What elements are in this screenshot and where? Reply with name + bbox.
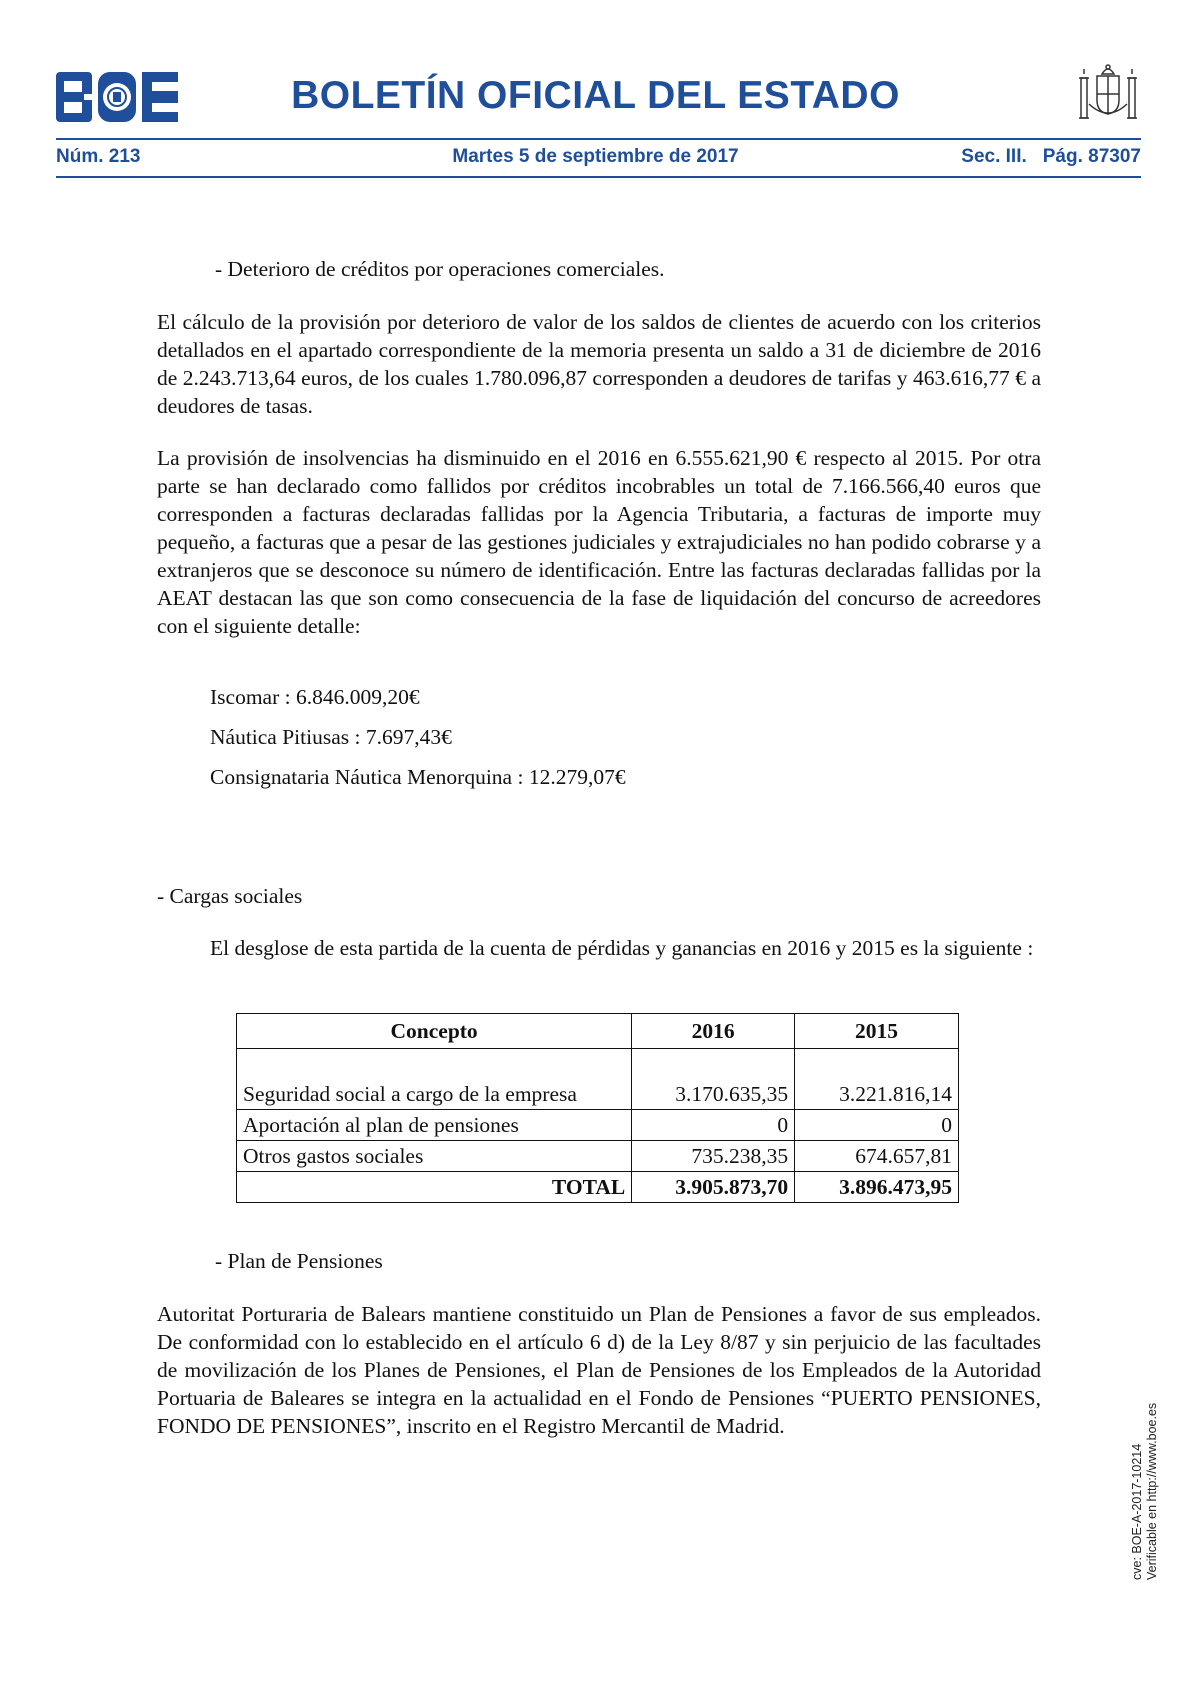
page-number: Pág. 87307 [1042,146,1141,167]
cve-code: cve: BOE-A-2017-10214 [1130,1443,1144,1580]
bullet-cargas-sociales: - Cargas sociales [157,884,303,908]
table-total-row [237,1172,959,1203]
bullet-deterioro: - Deterioro de créditos por operaciones comerciales. [215,257,665,281]
table-header: Concepto [237,1014,632,1049]
header-rule-bottom [56,176,1141,178]
table-total-label: TOTAL [237,1172,632,1203]
detail-item: Náutica Pitiusas : 7.697,43€ [210,725,452,749]
verification-stamp [1130,1403,1160,1580]
table-cell: Otros gastos sociales [237,1141,632,1172]
table-row [237,1110,959,1141]
boe-logo [56,72,178,122]
table-row [237,1079,959,1110]
table-total-2015: 3.896.473,95 [795,1172,959,1203]
header-rule-top [56,138,1141,140]
table-cell: 735.238,35 [632,1141,795,1172]
table-cell: 0 [632,1110,795,1141]
paragraph-plan-pensiones: Autoritat Porturaria de Balears mantiene constituido un Plan de Pensiones a favor de sus empleados. De conformidad con lo establecido en el artículo 6 d) de la Ley 8/87 y sin perjuicio de las facultades de movilización de los Planes de Pensiones, el Plan de Pensiones de los Empleados de la Autoridad Portuaria de Baleares se integra en la actualidad en el Fondo de Pensiones “PUERTO PENSIONES, FONDO DE PENSIONES”, inscrito en el Registro Mercantil de Madrid. [157,1302,1041,1438]
table-total-2016: 3.905.873,70 [632,1172,795,1203]
paragraph-desglose: El desglose de esta partida de la cuenta de pérdidas y ganancias en 2016 y 2015 es la siguiente : [210,936,1034,960]
cargas-sociales-table [236,1013,959,1203]
section-page [961,146,1141,168]
verification-link[interactable]: Verificable en http://www.boe.es [1145,1402,1159,1580]
table-header: 2016 [632,1014,795,1049]
table-cell: Seguridad social a cargo de la empresa [237,1079,632,1110]
table-cell: 0 [795,1110,959,1141]
detail-item: Consignataria Náutica Menorquina : 12.279,07€ [210,765,626,789]
section-label: Sec. III. [961,146,1027,167]
table-spacer-row [237,1049,959,1080]
paragraph-provision: El cálculo de la provisión por deterioro de valor de los saldos de clientes de acuerdo con los criterios detallados en el apartado correspondiente de la memoria presenta un saldo a 31 de diciembre de 2016 de 2.243.713,64 euros, de los cuales 1.780.096,87 corresponden a deudores de tarifas y 463.616,77 € a deudores de tasas. [157,310,1041,418]
table-cell: 674.657,81 [795,1141,959,1172]
issue-number: Núm. 213 [56,146,141,167]
table-cell: 3.221.816,14 [795,1079,959,1110]
coat-of-arms-icon [1075,60,1141,130]
bullet-plan-pensiones: - Plan de Pensiones [215,1249,383,1273]
paragraph-insolvencias: La provisión de insolvencias ha disminuido en el 2016 en 6.555.621,90 € respecto al 2015. Por otra parte se han declarado como fallidos por créditos incobrables un total de 7.166.566,40 euros que corresponden a facturas declaradas fallidas por la Agencia Tributaria, a facturas de importe muy pequeño, a facturas que a pesar de las gestiones judiciales y extrajudiciales no han podido cobrarse y a extranjeros que se desconoce su número de identificación. Entre las facturas declaradas fallidas por la AEAT destacan las que son como consecuencia de la fase de liquidación del concurso de acreedores con el siguiente detalle: [157,446,1041,638]
detail-item: Iscomar : 6.846.009,20€ [210,685,420,709]
page-title: BOLETÍN OFICIAL DEL ESTADO [291,74,900,117]
table-row [237,1141,959,1172]
table-cell: Aportación al plan de pensiones [237,1110,632,1141]
table-header: 2015 [795,1014,959,1049]
table-cell: 3.170.635,35 [632,1079,795,1110]
issue-date: Martes 5 de septiembre de 2017 [452,146,739,167]
